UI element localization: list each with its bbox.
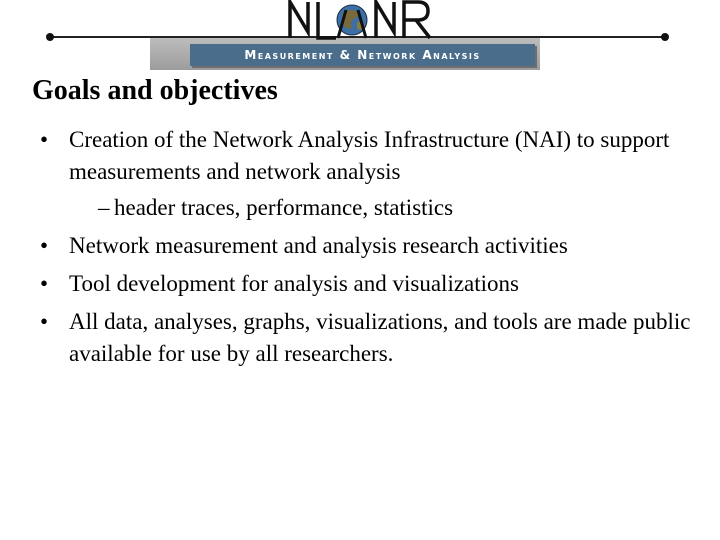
logo-letter-l bbox=[318, 2, 336, 38]
bullet-text: All data, analyses, graphs, visualizations, and tools are made public available for use by all researchers. bbox=[69, 309, 691, 366]
logo-letter-n2 bbox=[376, 2, 394, 38]
bullet-item bbox=[40, 230, 700, 262]
bullet-marker: • bbox=[40, 127, 49, 152]
bullet-item bbox=[40, 306, 700, 370]
logo-letter-n1 bbox=[290, 2, 308, 38]
nlanr-logo bbox=[286, 0, 436, 40]
rule-end-dot-right bbox=[661, 33, 669, 41]
bullet-list bbox=[40, 124, 700, 376]
slide-title: Goals and objectives bbox=[32, 75, 278, 106]
header-banner bbox=[190, 44, 535, 66]
banner-text: Measurement & Network Analysis bbox=[244, 48, 481, 62]
bullet-text: Tool development for analysis and visualizations bbox=[69, 271, 519, 296]
logo-letter-r bbox=[404, 2, 430, 38]
bullet-marker: • bbox=[40, 309, 49, 334]
bullet-text: Network measurement and analysis research activities bbox=[69, 233, 568, 258]
sub-bullet-item bbox=[40, 192, 700, 224]
bullet-text: Creation of the Network Analysis Infrastructure (NAI) to support measurements and network analysis bbox=[69, 127, 670, 184]
rule-end-dot-left bbox=[46, 33, 54, 41]
bullet-marker: • bbox=[40, 271, 49, 296]
sub-bullet-text: header traces, performance, statistics bbox=[114, 195, 454, 220]
bullet-item bbox=[40, 268, 700, 300]
bullet-item bbox=[40, 124, 700, 188]
bullet-marker: • bbox=[40, 233, 49, 258]
sub-bullet-marker: – bbox=[98, 195, 110, 220]
globe-icon bbox=[337, 5, 367, 38]
